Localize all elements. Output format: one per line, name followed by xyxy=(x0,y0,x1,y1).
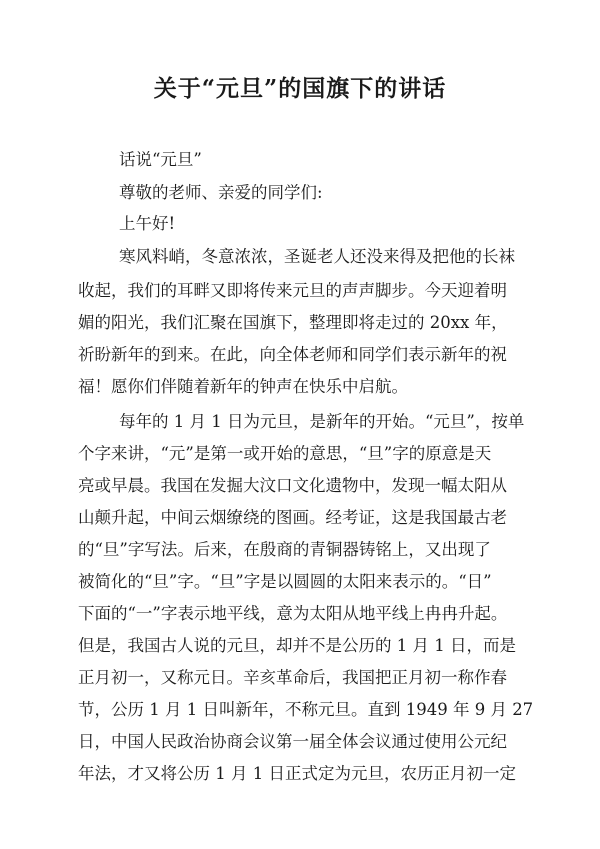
paragraph-line: 被简化的“旦”字。“旦”字是以圆圆的太阳来表示的。“日” xyxy=(78,572,492,591)
paragraph-line: 的“旦”字写法。后来，在殷商的青铜器铸铭上，又出现了 xyxy=(78,540,491,559)
paragraph-line: 亮或早晨。我国在发掘大汶口文化遗物中，发现一幅太阳从 xyxy=(78,476,507,495)
paragraph-line: 节，公历 1 月 1 日叫新年，不称元旦。直到 1949 年 9 月 27 xyxy=(78,700,534,719)
paragraph-line: 正月初一，又称元日。辛亥革命后，我国把正月初一称作春 xyxy=(78,668,507,687)
paragraph-line: 话说“元旦” xyxy=(119,150,202,169)
paragraph-line: 祈盼新年的到来。在此，向全体老师和同学们表示新年的祝 xyxy=(78,345,507,364)
paragraph-line: 尊敬的老师、亲爱的同学们: xyxy=(119,183,323,202)
paragraph-line: 个字来讲，“元”是第一或开始的意思，“旦”字的原意是天 xyxy=(78,444,492,463)
paragraph-line: 寒风料峭，冬意浓浓，圣诞老人还没来得及把他的长袜 xyxy=(119,247,515,266)
paragraph-line: 但是，我国古人说的元旦，却并不是公历的 1 月 1 日，而是 xyxy=(78,636,516,655)
paragraph-line: 每年的 1 月 1 日为元旦，是新年的开始。“元旦”，按单 xyxy=(119,412,525,431)
paragraph-line: 收起，我们的耳畔又即将传来元旦的声声脚步。今天迎着明 xyxy=(78,281,507,300)
paragraph-line: 日，中国人民政治协商会议第一届全体会议通过使用公元纪 xyxy=(78,732,507,751)
paragraph-line: 下面的“一”字表示地平线，意为太阳从地平线上冉冉升起。 xyxy=(78,604,508,623)
paragraph-line: 上午好! xyxy=(119,214,176,233)
paragraph-line: 山颠升起，中间云烟缭绕的图画。经考证，这是我国最古老 xyxy=(78,508,507,527)
paragraph-line: 福！愿你们伴随着新年的钟声在快乐中启航。 xyxy=(78,377,408,396)
paragraph-line: 年法，才又将公历 1 月 1 日正式定为元旦，农历正月初一定 xyxy=(78,764,516,783)
document-title: 关于“元旦”的国旗下的讲话 xyxy=(153,75,447,102)
paragraph-line: 媚的阳光，我们汇聚在国旗下，整理即将走过的 20xx 年， xyxy=(78,313,508,332)
